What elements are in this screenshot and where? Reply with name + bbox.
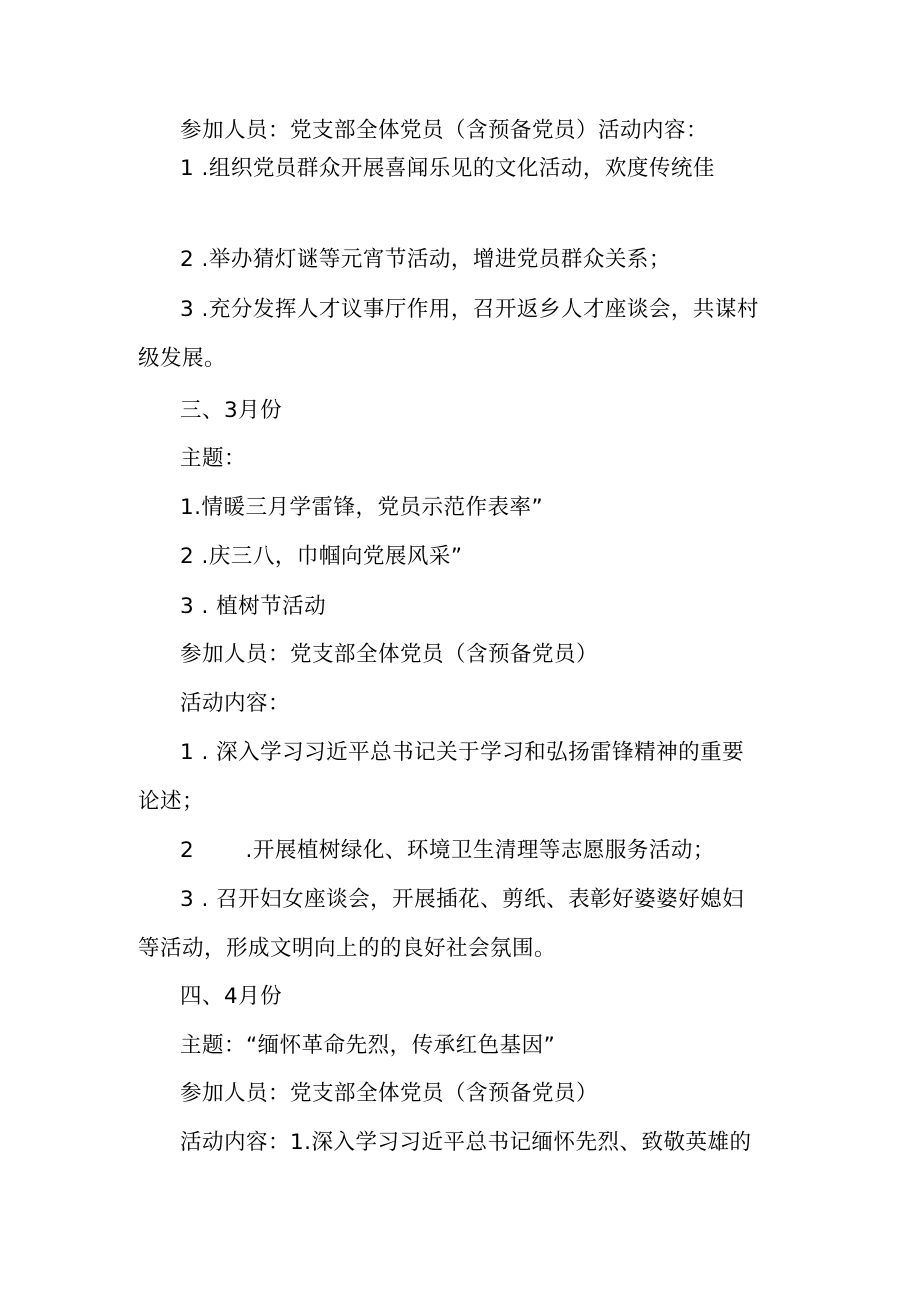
content-item-2-march: 2 .开展植树绿化、环境卫生清理等志愿服务活动； <box>180 838 715 863</box>
content-item-3-march: 3 . 召开妇女座谈会，开展插花、剪纸、表彰好婆婆好媳妇 <box>180 887 745 912</box>
content-item-2-feb: 2 .举办猜灯谜等元宵节活动，增进党员群众关系； <box>180 247 671 272</box>
content-item-1-march-cont: 论述； <box>138 789 205 814</box>
content-line-april: 活动内容：1.深入学习习近平总书记缅怀先烈、致敬英雄的 <box>180 1130 752 1155</box>
section-heading-april: 四、4月份 <box>180 984 283 1009</box>
content-item-1-march: 1 . 深入学习习近平总书记关于学习和弘扬雷锋精神的重要 <box>180 740 745 765</box>
content-label-march: 活动内容： <box>180 691 291 716</box>
participants-line-march: 参加人员：党支部全体党员（含预备党员） <box>180 642 599 667</box>
participants-line-april: 参加人员：党支部全体党员（含预备党员） <box>180 1081 599 1106</box>
theme-item-1-march: 1.情暖三月学雷锋，党员示范作表率” <box>180 495 544 520</box>
theme-line-april: 主题：“缅怀革命先烈，传承红色基因” <box>180 1033 556 1058</box>
theme-item-3-march: 3 . 植树节活动 <box>180 594 327 619</box>
content-item-3-feb: 3 .充分发挥人才议事厅作用，召开返乡人才座谈会，共谋村 <box>180 297 759 322</box>
content-item-3-feb-cont: 级发展。 <box>138 346 227 371</box>
participants-line-feb: 参加人员：党支部全体党员（含预备党员）活动内容： <box>180 118 709 143</box>
content-item-3-march-cont: 等活动，形成文明向上的的良好社会氛围。 <box>138 936 557 961</box>
theme-item-2-march: 2 .庆三八，巾帼向党展风采” <box>180 544 463 569</box>
content-item-1-feb: 1 .组织党员群众开展喜闻乐见的文化活动，欢度传统佳 <box>180 156 715 181</box>
theme-label-march: 主题： <box>180 446 247 471</box>
section-heading-march: 三、3月份 <box>180 398 283 423</box>
